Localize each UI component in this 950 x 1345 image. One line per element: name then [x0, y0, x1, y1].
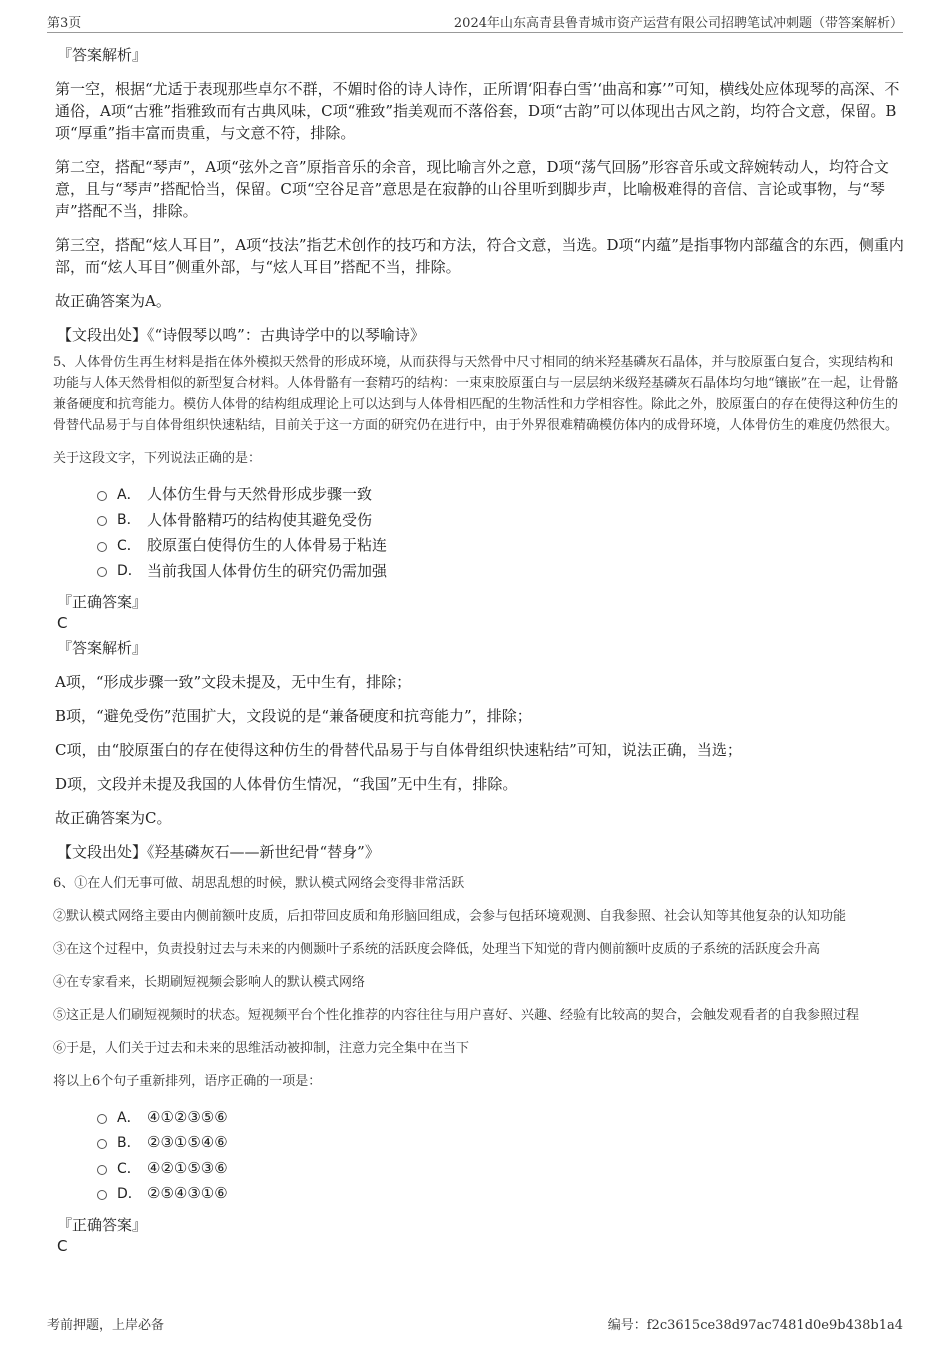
q6-option-b[interactable]: [97, 1130, 905, 1156]
q4-analysis-paragraph: 第二空，搭配“琴声”，A项“弦外之音”原指音乐的余音，现比喻言外之意，D项“荡气回肠”形容音乐或文辞婉转动人，均符合文意，且与“琴声”搭配恰当，保留。C项“空谷足音”意思是在寂静的山谷里听到脚步声，比喻极难得的音信、言论或事物，与“琴声”搭配不当，排除。: [55, 158, 889, 220]
option-text: ④①②③⑤⑥: [147, 1107, 228, 1126]
option-text: 胶原蛋白使得仿生的人体骨易于粘连: [147, 536, 388, 555]
q6-options: [97, 1104, 905, 1206]
radio-button[interactable]: [97, 1139, 107, 1149]
q5-correct-answer: C: [57, 614, 68, 632]
q5-options: [97, 481, 905, 583]
document-title: 2024年山东高青县鲁青城市资产运营有限公司招聘笔试冲刺题（带答案解析）: [453, 16, 903, 31]
option-letter: C．: [117, 1160, 141, 1177]
option-letter: D．: [117, 563, 142, 580]
q5-option-a[interactable]: [97, 481, 905, 507]
q5-analysis-line: D项，文段并未提及我国的人体骨仿生情况，“我国”无中生有，排除。: [55, 775, 518, 793]
q5-option-b[interactable]: [97, 507, 905, 533]
q5-source: 【文段出处】《羟基磷灰石——新世纪骨“替身”》: [57, 843, 380, 861]
option-text: 当前我国人体骨仿生的研究仍需加强: [147, 561, 388, 580]
q6-option-a[interactable]: [97, 1104, 905, 1130]
option-letter: D．: [117, 1186, 142, 1203]
q6-option-c[interactable]: [97, 1155, 905, 1181]
radio-button[interactable]: [97, 1114, 107, 1124]
q6-sentence: ②默认模式网络主要由内侧前额叶皮质，后扣带回皮质和角形脑回组成，会参与包括环境观测、自我参照、社会认知等其他复杂的认知功能: [53, 909, 847, 924]
q5-analysis-line: B项，“避免受伤”范围扩大，文段说的是“兼备硬度和抗弯能力”，排除；: [55, 707, 532, 725]
footer-slogan: 考前押题，上岸必备: [47, 1318, 165, 1333]
q4-analysis-paragraph: 第三空，搭配“炫人耳目”，A项“技法”指艺术创作的技巧和方法，符合文意，当选。D项“内蕴”是指事物内部蕴含的东西，侧重内部，而“炫人耳目”侧重外部，与“炫人耳目”搭配不当，排除。: [55, 236, 904, 276]
option-text: 人体仿生骨与天然骨形成步骤一致: [147, 485, 373, 504]
option-text: 人体骨骼精巧的结构使其避免受伤: [147, 510, 373, 529]
q6-sentence: 6、①在人们无事可做、胡思乱想的时候，默认模式网络会变得非常活跃: [53, 876, 465, 891]
radio-button[interactable]: [97, 491, 107, 501]
q4-analysis-label: 『答案解析』: [57, 46, 148, 64]
option-letter: B．: [117, 512, 141, 529]
radio-button[interactable]: [97, 1190, 107, 1200]
page-content: [55, 44, 905, 1256]
page-number: 第3页: [47, 16, 82, 31]
option-letter: B．: [117, 1135, 141, 1152]
q6-correct-label: 『正确答案』: [57, 1216, 148, 1234]
page-header: [47, 12, 903, 33]
q6-question: 将以上6个句子重新排列，语序正确的一项是：: [53, 1074, 322, 1089]
radio-button[interactable]: [97, 1165, 107, 1175]
q5-analysis-line: A项，“形成步骤一致”文段未提及，无中生有，排除；: [55, 673, 412, 691]
option-text: ②⑤④③①⑥: [147, 1184, 228, 1203]
q5-passage: 5、人体骨仿生再生材料是指在体外模拟天然骨的形成环境，从而获得与天然骨中尺寸相同的纳米羟基磷灰石晶体，并与胶原蛋白复合，实现结构和功能与人体天然骨相似的新型复合材料。人体骨骼有一套精巧的结构：一束束胶原蛋白与一层层纳米级羟基磷灰石晶体均匀地“镶嵌”在一起，让骨骼兼备硬度和抗弯能力。模仿人体骨的结构组成理论上可以达到与人体骨相匹配的生物活性和力学相容性。除此之外，胶原蛋白的存在使得这种仿生的骨替代品易于与自体骨组织快速粘结，目前关于这一方面的研究仍在进行中，由于外界很难精确模仿体内的成骨环境，人体骨仿生的难度仍然很大。: [53, 355, 899, 433]
q5-analysis-label: 『答案解析』: [57, 639, 148, 657]
q6-sentence: ④在专家看来，长期刷短视频会影响人的默认模式网络: [53, 975, 366, 990]
radio-button[interactable]: [97, 567, 107, 577]
q4-analysis-paragraph: 第一空，根据“尤适于表现那些卓尔不群，不媚时俗的诗人诗作，正所谓‘阳春白雪’‘曲高和寡’”可知，横线处应体现琴的高深、不通俗，A项“古雅”指雅致而有古典风味，C项“雅致”指美观而不落俗套，D项“古韵”可以体现出古风之韵，均符合文意，保留。B项“厚重”指丰富而贵重，与文意不符，排除。: [55, 80, 900, 142]
option-letter: A．: [117, 486, 141, 503]
document-code: 编号：f2c3615ce38d97ac7481d0e9b438b1a4: [607, 1318, 903, 1333]
q6-sentence: ⑤这正是人们刷短视频时的状态。短视频平台个性化推荐的内容往往与用户喜好、兴趣、经验有比较高的契合，会触发观看者的自我参照过程: [53, 1008, 860, 1023]
page-footer: [47, 1314, 903, 1332]
q5-analysis-line: C项，由“胶原蛋白的存在使得这种仿生的骨替代品易于与自体骨组织快速粘结”可知，说法正确，当选；: [55, 741, 742, 759]
q6-correct-answer: C: [57, 1237, 68, 1255]
q5-option-d[interactable]: [97, 558, 905, 584]
radio-button[interactable]: [97, 542, 107, 552]
q4-source: 【文段出处】《“诗假琴以鸣”：古典诗学中的以琴喻诗》: [57, 326, 425, 344]
option-text: ④②①⑤③⑥: [147, 1158, 228, 1177]
q6-sentence: ⑥于是，人们关于过去和未来的思维活动被抑制，注意力完全集中在当下: [53, 1041, 470, 1056]
q5-option-c[interactable]: [97, 532, 905, 558]
radio-button[interactable]: [97, 516, 107, 526]
q5-conclusion: 故正确答案为C。: [55, 809, 172, 827]
q4-conclusion: 故正确答案为A。: [55, 292, 171, 310]
option-letter: C．: [117, 537, 141, 554]
q5-question: 关于这段文字，下列说法正确的是：: [53, 451, 262, 466]
option-text: ②③①⑤④⑥: [147, 1133, 228, 1152]
q5-correct-label: 『正确答案』: [57, 593, 148, 611]
q6-sentence: ③在这个过程中，负责投射过去与未来的内侧颞叶子系统的活跃度会降低，处理当下知觉的背内侧前额叶皮质的子系统的活跃度会升高: [53, 942, 821, 957]
q6-option-d[interactable]: [97, 1181, 905, 1207]
option-letter: A．: [117, 1109, 141, 1126]
